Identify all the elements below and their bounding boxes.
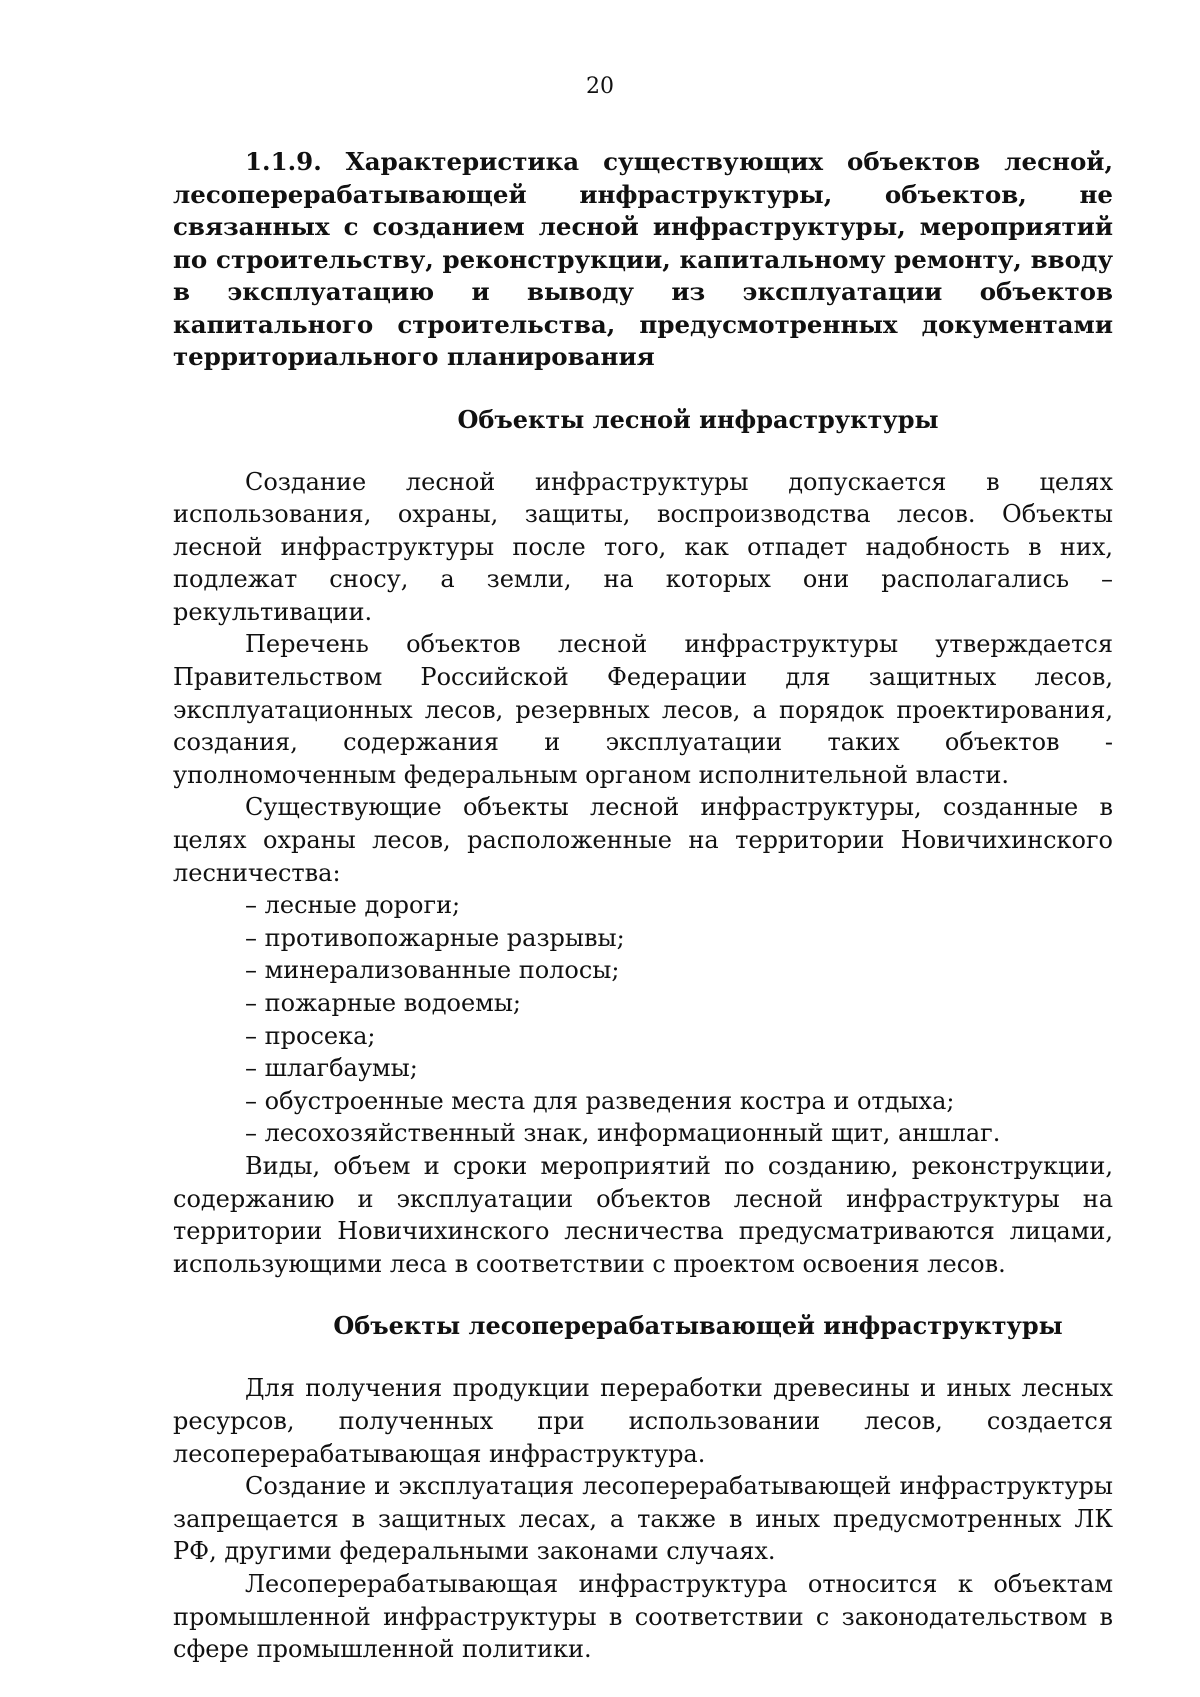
paragraph: Создание лесной инфраструктуры допускается в целях использования, охраны, защиты, воспроизводства лесов. Объекты лесной инфраструктуры после того, как отпадет надобность в них, подлежат сносу, а земли, на которых они располагались – рекультивации. <box>173 467 1113 626</box>
processing-infrastructure-heading: Объекты лесоперерабатывающей инфраструктуры <box>333 1311 1063 1341</box>
page-number: 20 <box>586 74 614 99</box>
forest-infrastructure-heading: Объекты лесной инфраструктуры <box>457 404 939 434</box>
paragraph: Для получения продукции переработки древесины и иных лесных ресурсов, полученных при использовании лесов, создается лесоперерабатывающая инфраструктура. <box>173 1374 1113 1468</box>
section-title: 1.1.9. Характеристика существующих объектов лесной, лесоперерабатывающей инфраструктуры, объектов, не связанных с созданием лесной инфраструктуры, мероприятий по строительству, реконструкции, капитальному ремонту, вводу в эксплуатацию и выводу из эксплуатации объектов капитального строительства, предусмотренных документами территориального планирования <box>173 147 1113 371</box>
list-item: – минерализованные полосы; <box>245 956 620 985</box>
list-item: – шлагбаумы; <box>245 1054 418 1083</box>
list-item: – пожарные водоемы; <box>245 989 521 1017</box>
forest-objects-list <box>173 889 1113 1150</box>
list-item: – лесные дороги; <box>245 891 461 920</box>
paragraph: Существующие объекты лесной инфраструктуры, созданные в целях охраны лесов, расположенные на территории Новичихинского лесничества: <box>173 793 1113 887</box>
list-item: – просека; <box>245 1021 376 1050</box>
list-item: – обустроенные места для разведения костра и отдыха; <box>245 1086 955 1115</box>
page-content <box>173 146 1113 1666</box>
paragraph: Создание и эксплуатация лесоперерабатывающей инфраструктуры запрещается в защитных лесах, а также в иных предусмотренных ЛК РФ, другими федеральными законами случаях. <box>173 1472 1113 1566</box>
list-item: – противопожарные разрывы; <box>245 923 625 952</box>
paragraph: Перечень объектов лесной инфраструктуры утверждается Правительством Российской Федерации для защитных лесов, эксплуатационных лесов, резервных лесов, а порядок проектирования, создания, содержания и эксплуатации таких объектов - уполномоченным федеральным органом исполнительной власти. <box>173 630 1113 789</box>
paragraph: Лесоперерабатывающая инфраструктура относится к объектам промышленной инфраструктуры в соответствии с законодательством в сфере промышленной политики. <box>173 1569 1113 1664</box>
list-item: – лесохозяйственный знак, информационный щит, аншлаг. <box>245 1119 1001 1148</box>
paragraph: Виды, объем и сроки мероприятий по созданию, реконструкции, содержанию и эксплуатации объектов лесной инфраструктуры на территории Новичихинского лесничества предусматриваются лицами, использующими леса в соответствии с проектом освоения лесов. <box>173 1151 1113 1278</box>
